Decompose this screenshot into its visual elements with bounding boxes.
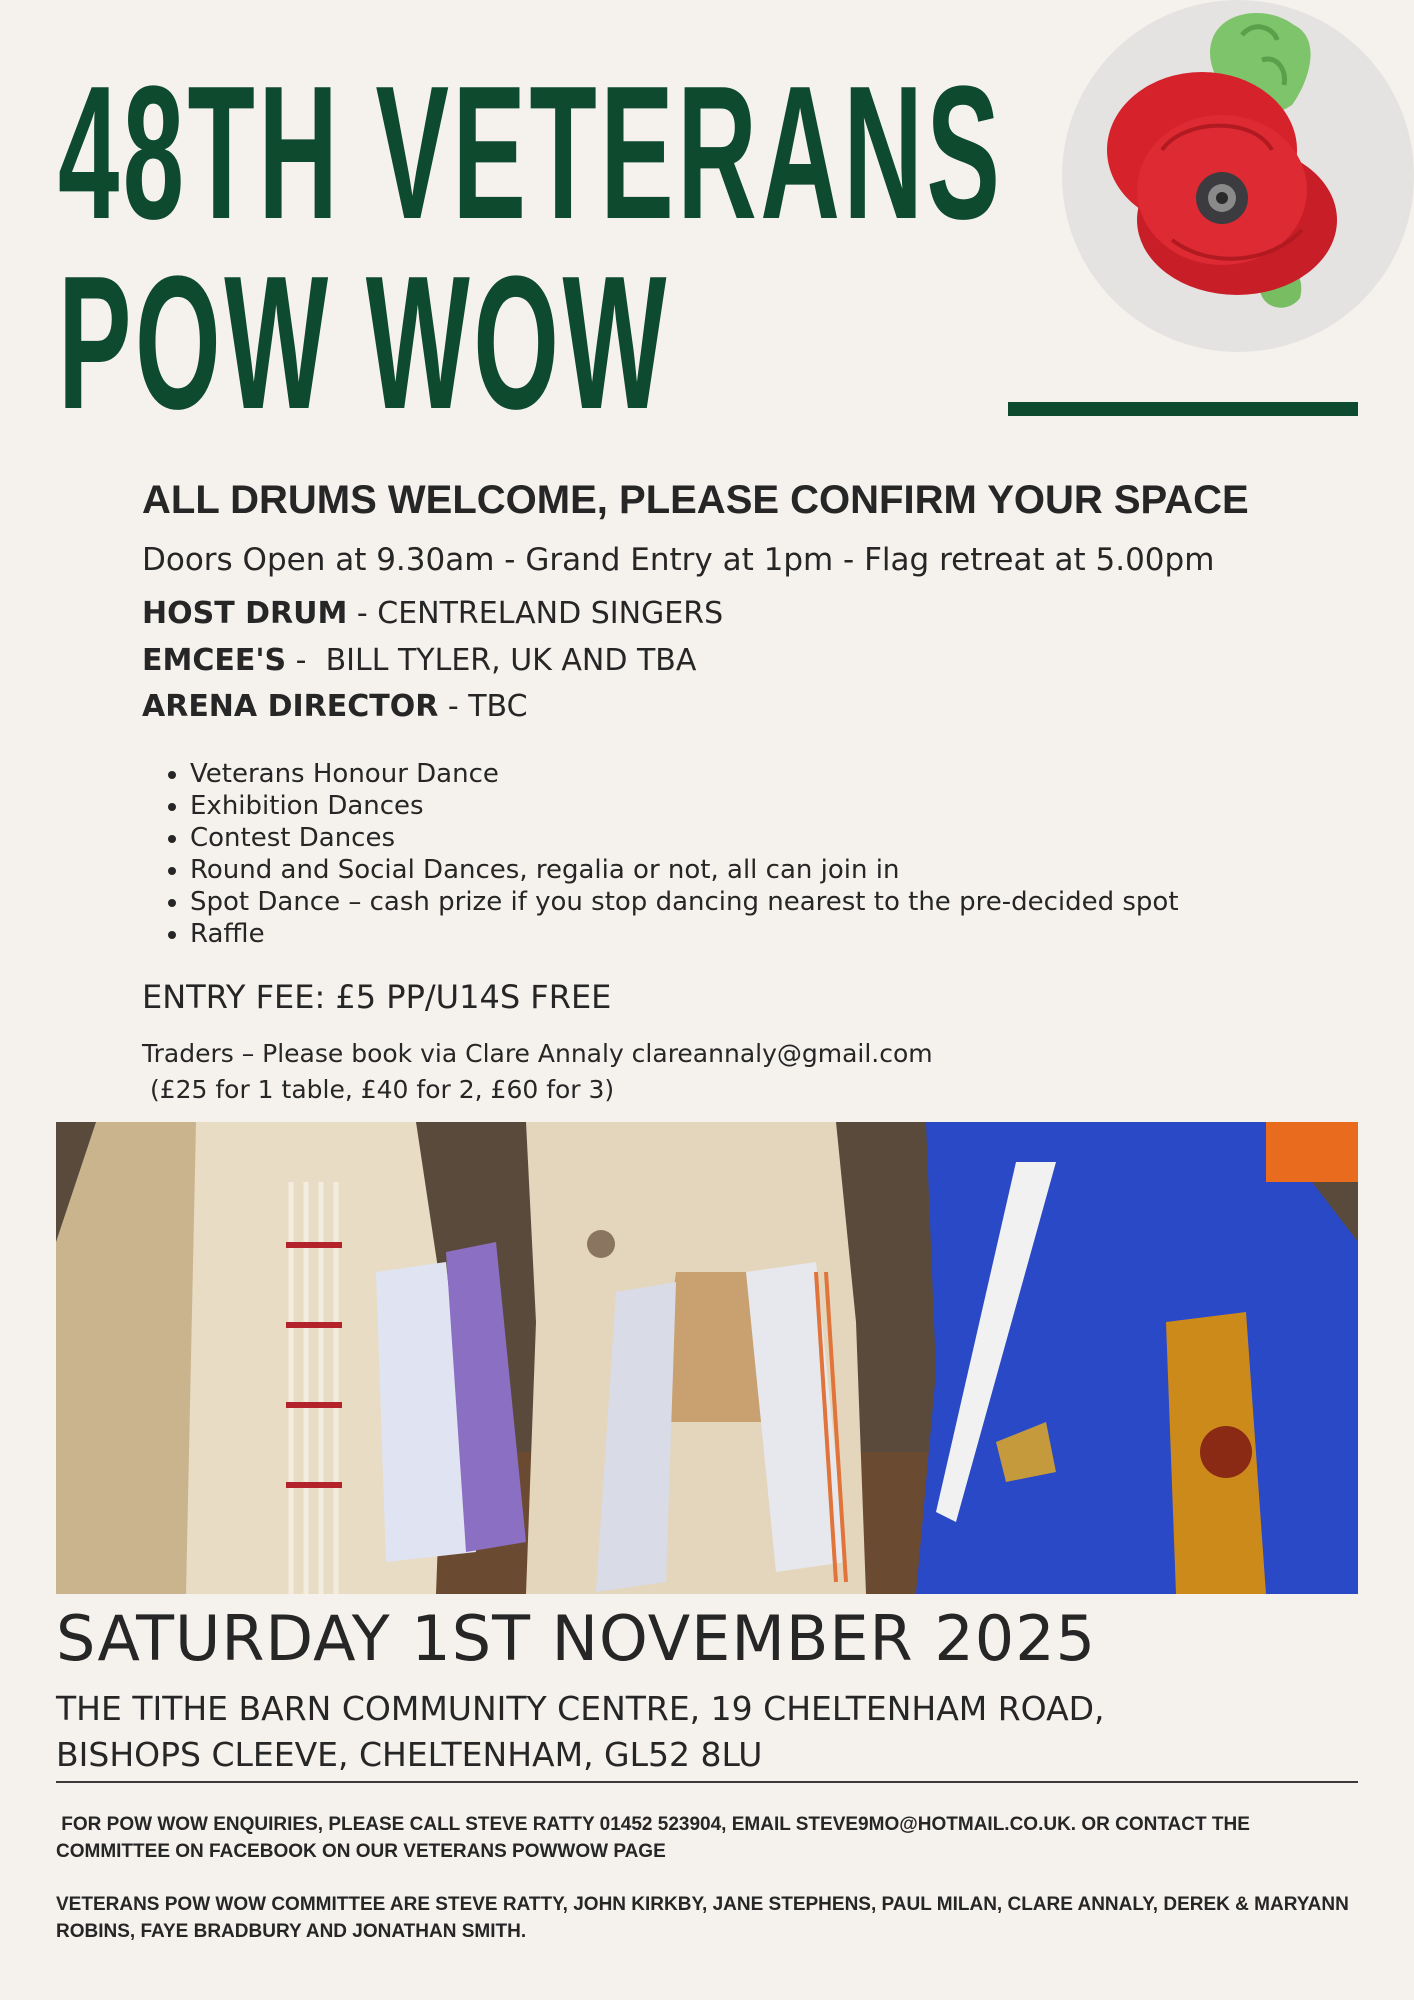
- traders-line-1: Traders – Please book via Clare Annaly clareannaly@gmail.com: [142, 1039, 933, 1068]
- schedule-text: Doors Open at 9.30am - Grand Entry at 1pm - Flag retreat at 5.00pm: [142, 542, 1215, 578]
- activities-list: [142, 758, 1179, 950]
- list-item: • Veterans Honour Dance: [190, 758, 1179, 790]
- beaded-poppy-image: [1062, 0, 1414, 352]
- venue-line-2: BISHOPS CLEEVE, CHELTENHAM, GL52 8LU: [56, 1735, 763, 1774]
- entry-fee: ENTRY FEE: £5 PP/U14S FREE: [142, 978, 612, 1016]
- green-accent-rule: [1008, 402, 1358, 416]
- dancers-regalia-photo: [56, 1122, 1358, 1594]
- traders-info: [142, 1036, 933, 1108]
- role-separator: -: [438, 689, 469, 724]
- role-value: TBC: [468, 689, 528, 724]
- event-date: SATURDAY 1ST NOVEMBER 2025: [56, 1602, 1097, 1675]
- list-item: • Spot Dance – cash prize if you stop dancing nearest to the pre-decided spot: [190, 886, 1179, 918]
- role-label: EMCEE'S: [142, 643, 287, 678]
- venue-address: [56, 1686, 1105, 1778]
- traders-line-2: (£25 for 1 table, £40 for 2, £60 for 3): [142, 1075, 615, 1104]
- role-emcees: [142, 643, 696, 678]
- role-separator: -: [286, 643, 326, 678]
- page-title: [58, 47, 1004, 449]
- drums-welcome-heading: ALL DRUMS WELCOME, PLEASE CONFIRM YOUR SPACE: [142, 478, 1249, 522]
- list-item: • Round and Social Dances, regalia or not, all can join in: [190, 854, 1179, 886]
- page-title-line-2: POW WOW: [58, 237, 670, 449]
- role-separator: -: [347, 596, 378, 631]
- enquiries-text: FOR POW WOW ENQUIRIES, PLEASE CALL STEVE RATTY 01452 523904, EMAIL STEVE9MO@HOTMAIL.CO.UK. OR CONTACT THE COMMITTEE ON FACEBOOK ON OUR VETERANS POWWOW PAGE: [56, 1814, 1256, 1862]
- role-host-drum: [142, 596, 723, 631]
- committee-text: VETERANS POW WOW COMMITTEE ARE STEVE RATTY, JOHN KIRKBY, JANE STEPHENS, PAUL MILAN, CLARE ANNALY, DEREK & MARYANN ROBINS, FAYE BRADBURY AND JONATHAN SMITH.: [56, 1894, 1349, 1942]
- page-title-line-1: 48TH VETERANS: [58, 47, 1004, 259]
- list-item: • Exhibition Dances: [190, 790, 1179, 822]
- list-item: • Contest Dances: [190, 822, 1179, 854]
- venue-line-1: THE TITHE BARN COMMUNITY CENTRE, 19 CHELTENHAM ROAD,: [56, 1689, 1105, 1728]
- role-arena-director: [142, 689, 528, 724]
- role-label: HOST DRUM: [142, 596, 348, 631]
- role-value: CENTRELAND SINGERS: [377, 596, 724, 631]
- divider: [56, 1781, 1358, 1783]
- role-label: ARENA DIRECTOR: [142, 689, 439, 724]
- list-item: • Raffle: [190, 918, 1179, 950]
- role-value: BILL TYLER, UK AND TBA: [325, 643, 697, 678]
